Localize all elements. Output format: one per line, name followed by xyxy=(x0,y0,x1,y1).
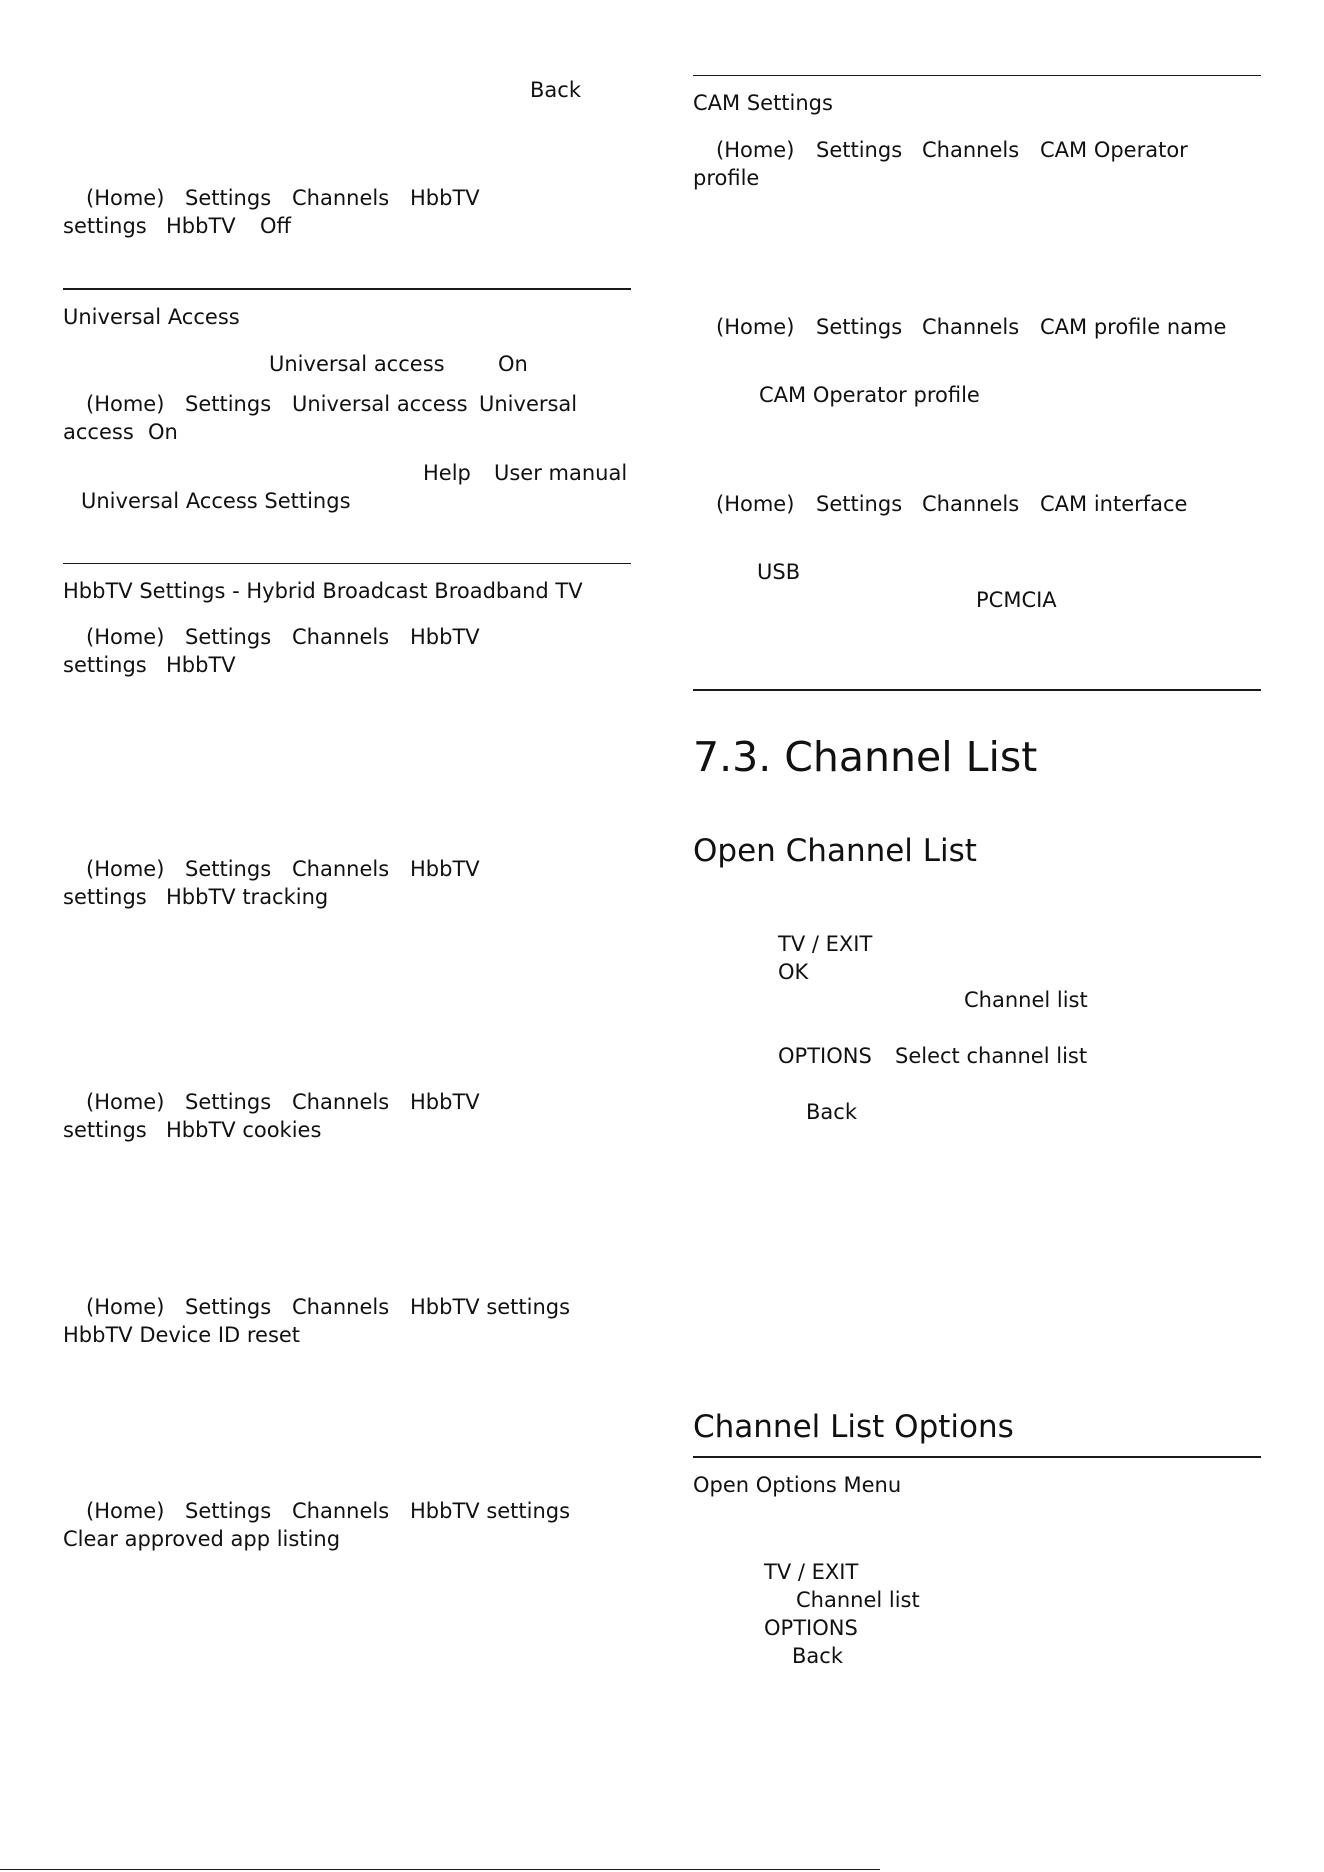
path-settings: Settings xyxy=(185,857,272,881)
tv-exit-label: TV / EXIT xyxy=(778,932,873,956)
divider xyxy=(63,563,631,564)
path-home: (Home) xyxy=(86,392,165,416)
path-hbbtv: HbbTV xyxy=(410,1090,480,1114)
path-cam-operator: CAM Operator xyxy=(1040,138,1188,162)
path-settings: Settings xyxy=(816,492,903,516)
ua-label: Universal access xyxy=(269,352,445,376)
options-label: OPTIONS xyxy=(764,1616,858,1640)
path-home: (Home) xyxy=(716,138,795,162)
path-universal-access: Universal access xyxy=(292,392,468,416)
path-channels: Channels xyxy=(922,492,1020,516)
select-channel-list-label: Select channel list xyxy=(895,1044,1088,1068)
path-hbbtv-settings: HbbTV settings xyxy=(410,1499,571,1523)
section-title: CAM Settings xyxy=(693,91,833,115)
channel-list-label: Channel list xyxy=(796,1588,920,1612)
path-settings: Settings xyxy=(185,1295,272,1319)
channel-list-label: Channel list xyxy=(964,988,1088,1012)
path-cam-profile-name: CAM profile name xyxy=(1040,315,1227,339)
path-access: access xyxy=(63,420,134,444)
cam-operator-profile-label: CAM Operator profile xyxy=(759,383,980,407)
chapter-title: 7.3. Channel List xyxy=(693,733,1038,781)
section-heading: Open Channel List xyxy=(693,833,977,869)
ok-label: OK xyxy=(778,960,809,984)
divider xyxy=(693,689,1261,691)
path-channels: Channels xyxy=(922,138,1020,162)
path-hbbtv2: HbbTV xyxy=(166,214,236,238)
path-settings-word: settings xyxy=(63,1118,147,1142)
path-home: (Home) xyxy=(86,186,165,210)
path-on: On xyxy=(148,420,178,444)
path-hbbtv-settings: HbbTV settings xyxy=(410,1295,571,1319)
path-settings: Settings xyxy=(185,392,272,416)
section-title: Universal Access xyxy=(63,305,240,329)
path-last: HbbTV xyxy=(166,653,236,677)
divider xyxy=(63,288,631,290)
path-settings-word: settings xyxy=(63,214,147,238)
section-heading: Channel List Options xyxy=(693,1409,1014,1445)
path-settings-word: settings xyxy=(63,885,147,909)
help-label: Help xyxy=(423,461,471,485)
section-title: HbbTV Settings - Hybrid Broadcast Broadband TV xyxy=(63,579,583,603)
path-profile: profile xyxy=(693,166,760,190)
section-subtitle: Open Options Menu xyxy=(693,1473,902,1497)
path-settings: Settings xyxy=(185,1499,272,1523)
path-home: (Home) xyxy=(86,1090,165,1114)
path-last: HbbTV tracking xyxy=(166,885,329,909)
path-settings: Settings xyxy=(185,186,272,210)
path-last: Clear approved app listing xyxy=(63,1527,341,1551)
path-settings-word: settings xyxy=(63,653,147,677)
path-hbbtv: HbbTV xyxy=(410,625,480,649)
ua-on: On xyxy=(498,352,528,376)
path-channels: Channels xyxy=(922,315,1020,339)
path-settings: Settings xyxy=(185,625,272,649)
path-channels: Channels xyxy=(292,857,390,881)
pcmcia-label: PCMCIA xyxy=(976,588,1057,612)
divider xyxy=(693,75,1261,76)
path-home: (Home) xyxy=(86,625,165,649)
back-label: Back xyxy=(806,1100,857,1124)
user-manual-label: User manual xyxy=(494,461,628,485)
path-channels: Channels xyxy=(292,625,390,649)
ua-settings-label: Universal Access Settings xyxy=(81,489,351,513)
path-home: (Home) xyxy=(86,857,165,881)
path-channels: Channels xyxy=(292,1090,390,1114)
path-home: (Home) xyxy=(716,492,795,516)
path-last: HbbTV cookies xyxy=(166,1118,322,1142)
path-home: (Home) xyxy=(716,315,795,339)
back-label: Back xyxy=(792,1644,843,1668)
path-hbbtv: HbbTV xyxy=(410,186,480,210)
path-last: HbbTV Device ID reset xyxy=(63,1323,301,1347)
path-home: (Home) xyxy=(86,1499,165,1523)
path-off: Off xyxy=(260,214,291,238)
path-settings: Settings xyxy=(185,1090,272,1114)
options-label: OPTIONS xyxy=(778,1044,872,1068)
path-universal: Universal xyxy=(479,392,578,416)
back-label: Back xyxy=(530,78,581,102)
path-channels: Channels xyxy=(292,1499,390,1523)
divider xyxy=(693,1456,1261,1458)
path-channels: Channels xyxy=(292,1295,390,1319)
footer-rule xyxy=(0,1869,880,1870)
usb-label: USB xyxy=(757,560,801,584)
path-channels: Channels xyxy=(292,186,390,210)
tv-exit-label: TV / EXIT xyxy=(764,1560,859,1584)
path-settings: Settings xyxy=(816,315,903,339)
path-hbbtv: HbbTV xyxy=(410,857,480,881)
path-cam-interface: CAM interface xyxy=(1040,492,1188,516)
path-settings: Settings xyxy=(816,138,903,162)
path-home: (Home) xyxy=(86,1295,165,1319)
